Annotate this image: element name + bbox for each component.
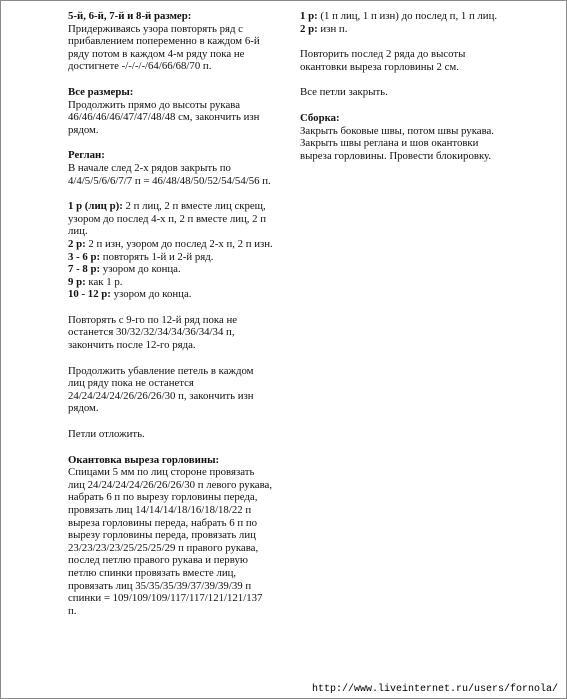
row-label: 3 - 6 р: [68,250,101,263]
row-item [300,23,500,36]
row-item [68,263,273,276]
paragraph-bind-off: Все петли закрыть. [300,86,388,99]
row-item [300,10,500,23]
row-text: узором до конца. [110,288,192,301]
row-label: 10 - 12 р: [68,288,111,301]
rib-rows [300,10,500,35]
section-text: В начале след 2-х рядов закрыть по 4/4/5/5/6/6/7/7 п = 46/48/48/50/52/54/54/56 п. [68,161,271,187]
paragraph-repeat: Повторять с 9-го по 12-й ряд пока не останется 30/32/32/34/34/36/34/34 п, закончить после 12-го ряда. [68,313,238,352]
section-heading: 5-й, 6-й, 7-й и 8-й размер: [68,10,192,22]
row-text: узором до конца. [100,263,181,276]
row-label: 2 р: [300,22,318,35]
section-assembly [300,112,500,162]
section-heading: Реглан: [68,149,105,162]
row-item [68,251,273,264]
row-item [68,276,273,289]
row-text: (1 п лиц, 1 п изн) до послед п, 1 п лиц. [317,10,498,22]
row-item [68,288,273,301]
row-label: 1 р (лиц р): [68,200,123,213]
section-neckband [68,454,273,618]
row-label: 7 - 8 р: [68,263,101,276]
paragraph-repeat-rows: Повторить послед 2 ряда до высоты окантовки выреза горловины 2 см. [300,48,466,73]
paragraph-decrease: Продолжить убавление петель в каждом лиц ряду пока не останется 24/24/24/24/26/26/26/30 п, закончить изн рядом. [68,364,254,415]
section-heading: Все размеры: [68,85,134,98]
section-heading: Сборка: [300,111,340,124]
row-text: как 1 р. [85,275,123,288]
section-heading: Окантовка выреза горловины: [68,453,220,466]
row-text: изн п. [317,22,348,35]
section-text: Спицами 5 мм по лиц стороне провязать лиц 24/24/24/24/26/26/26/30 п левого рукава, набрать 6 п по вырезу горловины переда, провязать лиц 14/14/14/18/16/18/18/22 п выреза горловины переда, набрать 6 п по вырезу горловины переда, провязать лиц 23/23/23/23/25/25/25/29 п правого рукава, послед петлю правого рукава и первую петлю спинки провязать вместе лиц, провязать лиц 35/35/35/39/37/39/39/39 п спинки = 109/109/109/117/117/121/121/137 п. [68,466,273,617]
row-text: 2 п изн, узором до послед 2-х п, 2 п изн. [85,237,273,250]
footer-url: http://www.liveinternet.ru/users/fornola/ [312,684,559,695]
row-label: 1 р: [300,10,318,22]
section-sizes-5-8 [68,10,273,73]
section-text: Придерживаясь узора повторять ряд с прибавлением попеременно в каждом 6-й ряду потом в каждом 4-м ряду пока не достигнете -/-/-/-/64/66/68/70 п. [68,22,260,73]
row-text: 2 п лиц, 2 п вместе лиц скрещ, узором до послед 4-х п, 2 п вместе лиц, 2 п лиц. [68,200,267,238]
section-text: Продолжить прямо до высоты рукава 46/46/46/46/47/47/48/48 см, закончить изн рядом. [68,98,260,136]
paragraph-hold-stitches: Петли отложить. [68,428,145,441]
section-all-sizes [68,86,273,136]
left-column [68,10,273,630]
right-column [300,10,500,175]
row-item [68,238,273,251]
row-label: 9 р: [68,275,86,288]
row-item [68,200,273,238]
row-text: повторять 1-й и 2-й ряд. [100,250,214,263]
row-instructions [68,200,273,301]
section-raglan [68,149,273,187]
section-text: Закрыть боковые швы, потом швы рукава. Закрыть швы реглана и шов окантовки выреза горловины. Провести блокировку. [300,124,495,162]
row-label: 2 р: [68,237,86,250]
